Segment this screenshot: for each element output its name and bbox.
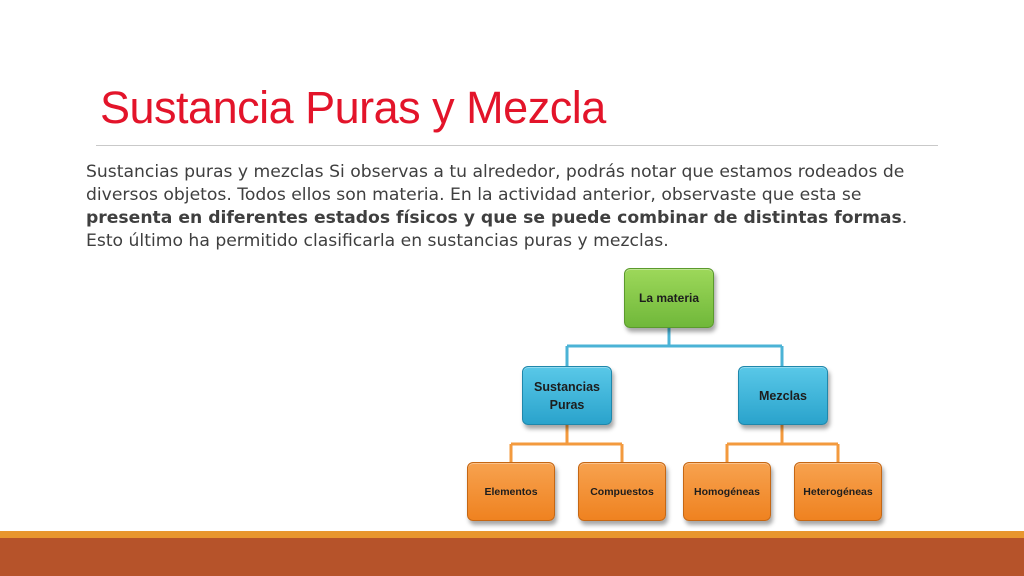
- body-text-part2: . Esto último ha permitido clasificarla en sustancias puras y mezclas.: [86, 208, 908, 251]
- node-homogeneas-label: Homogéneas: [694, 485, 760, 498]
- body-paragraph: [86, 161, 926, 253]
- footer-bar: [0, 538, 1024, 576]
- footer-accent-stripe: [0, 531, 1024, 538]
- node-la-materia-label: La materia: [638, 291, 700, 305]
- node-la-materia: [624, 268, 714, 328]
- node-compuestos: [578, 462, 666, 521]
- body-text-bold: presenta en diferentes estados físicos y que se puede combinar de distintas formas: [86, 208, 902, 228]
- node-sustancias-puras-label: Sustancias Puras: [533, 379, 600, 412]
- connector-sustancias-to-children: [511, 425, 622, 462]
- node-elementos-label: Elementos: [484, 485, 538, 498]
- node-heterogeneas: [794, 462, 882, 521]
- node-mezclas: [738, 366, 828, 425]
- node-sustancias-puras: [522, 366, 612, 425]
- node-heterogeneas-label: Heterogéneas: [803, 485, 873, 498]
- connector-root-to-level1: [567, 328, 782, 366]
- body-text-part1: Sustancias puras y mezclas Si observas a tu alrededor, podrás notar que estamos rodeados de diversos objetos. Todos ellos son materia. En la actividad anterior, observaste que esta se: [86, 162, 905, 205]
- connector-mezclas-to-children: [727, 425, 838, 462]
- slide-title: Sustancia Puras y Mezcla: [100, 82, 606, 133]
- node-compuestos-label: Compuestos: [590, 485, 654, 498]
- node-mezclas-label: Mezclas: [759, 388, 807, 403]
- node-elementos: [467, 462, 555, 521]
- node-homogeneas: [683, 462, 771, 521]
- title-divider: [96, 145, 938, 146]
